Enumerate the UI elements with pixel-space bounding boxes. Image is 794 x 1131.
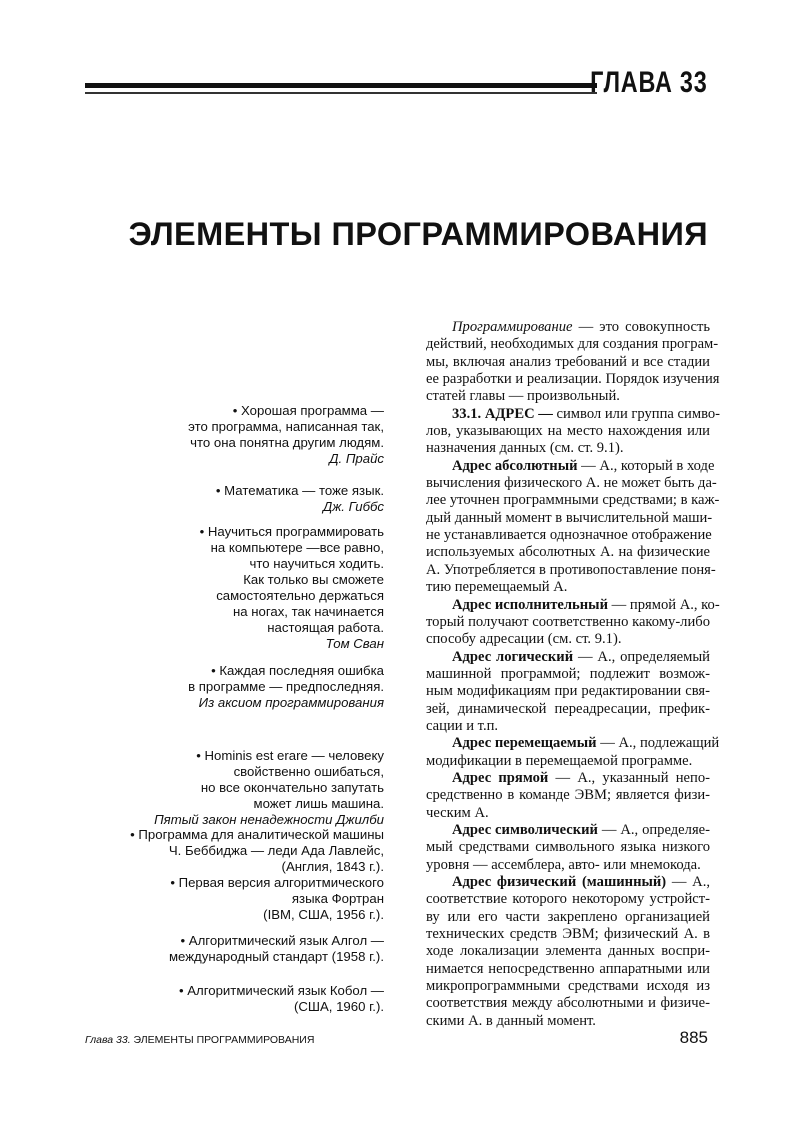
paragraph [426, 770, 710, 822]
paragraph-line: уровня — ассемблера, авто- или мнемокода. [426, 856, 701, 873]
paragraph [426, 874, 710, 1030]
footer-chapter-title: ЭЛЕМЕНТЫ ПРОГРАММИРОВАНИЯ [130, 1034, 315, 1046]
paragraph-line: средственно в команде ЭВМ; является физи- [426, 787, 710, 804]
paragraph-line: машинной программой; подлежит возмож- [426, 665, 710, 682]
term-definition-start: символ или группа симво- [552, 405, 721, 422]
term-definition-start: — А., подлежащий [596, 735, 720, 752]
quote-line: международный стандарт (1958 г.). [168, 949, 384, 964]
paragraph-first-line [426, 596, 720, 614]
paragraph-line: зей, динамической переадресации, префик- [426, 700, 710, 717]
term-lead: Адрес исполнительный [452, 596, 608, 613]
paragraph-line: микропрограммными средствами исходя из [426, 978, 710, 995]
quote-author: Д. Прайс [329, 451, 384, 466]
quote-line: (Англия, 1843 г.). [281, 859, 384, 874]
quote-line: это программа, написанная так, [188, 419, 384, 434]
quote-line: на ногах, так начинается [232, 604, 384, 619]
paragraph [426, 457, 720, 597]
paragraph-line: скими А. в данный момент. [426, 1012, 596, 1029]
paragraph [426, 649, 710, 736]
quote-line: • Каждая последняя ошибка [211, 663, 384, 678]
paragraph [426, 822, 710, 874]
term-definition-start: — А., [666, 874, 710, 890]
chapter-label: ГЛАВА 33 [590, 66, 708, 99]
paragraph-line: статей главы — произвольный. [426, 388, 620, 405]
paragraph [426, 596, 720, 649]
paragraph-first-line [426, 405, 721, 423]
epigraph-quote [90, 403, 384, 467]
quote-line: на компьютере —все равно, [210, 540, 384, 555]
paragraph-line: не устанавливается однозначное отображение [426, 527, 712, 544]
epigraph-quote [90, 933, 384, 965]
paragraph-line: вычисления физического А. не может быть да- [426, 475, 717, 492]
epigraph-quote [90, 524, 384, 652]
paragraph-line: действий, необходимых для создания програм- [426, 336, 719, 353]
quote-line: языка Фортран [291, 891, 384, 906]
paragraph-line: мый средствами символьного языка низкого [426, 839, 710, 856]
paragraph [426, 405, 721, 458]
paragraph-line: ходе локализации элемента данных воспри- [426, 943, 710, 960]
paragraph [426, 319, 720, 406]
quote-line: может лишь машина. [253, 796, 384, 811]
term-lead: Адрес физический (машинный) [452, 874, 667, 890]
quote-line: • Алгоритмический язык Кобол — [178, 983, 384, 998]
paragraph-line: назначения данных (см. ст. 9.1). [426, 440, 624, 457]
paragraph-line: ву или его части закреплено организацией [426, 908, 710, 925]
quote-line: настоящая работа. [267, 620, 384, 635]
paragraph-line: лее уточнен программными средствами; в каж- [426, 492, 720, 509]
quote-line: в программе — предпоследняя. [188, 679, 384, 694]
paragraph-first-line [426, 649, 710, 666]
term-definition-start: — А., указанный непо- [548, 769, 710, 786]
paragraph-line: ее разработки и реализации. Порядок изучения [426, 371, 720, 388]
running-footer [85, 1034, 314, 1046]
epigraph-quote [90, 748, 384, 828]
quote-author: Том Сван [325, 636, 384, 651]
quote-line: но все окончательно запутать [200, 780, 384, 795]
quote-line: свойственно ошибаться, [233, 764, 384, 779]
epigraph-quote [90, 663, 384, 711]
paragraph-line: мы, включая анализ требований и все стадии [426, 353, 710, 370]
quote-line: что научиться ходить. [249, 556, 384, 571]
quote-author: Из аксиом программирования [198, 695, 384, 710]
quote-line: (IBM, США, 1956 г.). [263, 907, 384, 922]
paragraph-first-line [426, 735, 720, 752]
paragraph-line: лов, указывающих на место нахождения или [426, 423, 710, 440]
quote-line: • Hominis est erare — человеку [196, 748, 384, 763]
paragraph-line: способу адресации (см. ст. 9.1). [426, 631, 622, 648]
paragraph-line: ным модификациям при редактировании свя- [426, 683, 710, 700]
paragraph-line: соответствия между абсолютными и физиче- [426, 995, 710, 1012]
term-lead: Адрес логический [452, 648, 574, 665]
quote-line: • Алгоритмический язык Алгол — [180, 933, 384, 948]
quote-line: что она понятна другим людям. [190, 435, 384, 450]
term-lead: Адрес абсолютный [452, 457, 578, 474]
epigraph-quote [90, 827, 384, 875]
paragraph-first-line [426, 874, 710, 891]
paragraph-first-line [426, 770, 710, 787]
paragraph-line: торый получают соответственно какому-либо [426, 613, 710, 630]
paragraph-line: соответствие которого некоторому устройст- [426, 891, 710, 908]
paragraph-first-line [426, 457, 715, 475]
term-definition-start: — А., определяемый [573, 648, 710, 665]
quote-line: • Программа для аналитической машины [130, 827, 384, 842]
term-lead: Программирование [452, 319, 573, 335]
paragraph-line: дый данный момент в вычислительной маши- [426, 509, 713, 526]
paragraph [426, 735, 720, 770]
quote-author: Пятый закон ненадежности Джилби [154, 812, 384, 827]
quote-line: • Первая версия алгоритмического [170, 875, 384, 890]
quote-line: (США, 1960 г.). [293, 999, 384, 1014]
epigraph-quote [90, 483, 384, 515]
epigraph-quote [90, 875, 384, 923]
term-definition-start: — это совокупность [572, 319, 710, 335]
paragraph-line: модификации в перемещаемой программе. [426, 752, 693, 769]
page-number: 885 [679, 1028, 708, 1047]
paragraph-line: тию перемещаемый А. [426, 579, 568, 596]
term-lead: Адрес прямой [452, 769, 549, 786]
paragraph-line: используемых абсолютных А. на физические [426, 544, 710, 561]
paragraph-line: ческим А. [426, 804, 489, 821]
quote-line: Как только вы сможете [243, 572, 384, 587]
term-lead: Адрес символический [452, 821, 598, 838]
epigraph-quote [90, 983, 384, 1015]
page-title: ЭЛЕМЕНТЫ ПРОГРАММИРОВАНИЯ [128, 216, 708, 252]
term-definition-start: — А., определяе- [597, 821, 710, 838]
term-lead: 33.1. АДРЕС — [452, 405, 553, 422]
header-rule-thin [85, 92, 597, 94]
header-rule-thick [85, 83, 597, 88]
term-lead: Адрес перемещаемый [452, 735, 597, 752]
paragraph-first-line [426, 822, 710, 839]
paragraph-line: сации и т.п. [426, 717, 499, 734]
quote-line: • Хорошая программа — [232, 403, 384, 418]
paragraph-line: технических средств ЭВМ; физический А. в [426, 926, 710, 943]
main-text [426, 319, 721, 1030]
paragraph-line: А. Употребляется в противопоставление поня- [426, 561, 716, 578]
paragraph-first-line [426, 319, 710, 336]
quote-line: • Научиться программировать [199, 524, 384, 539]
quote-line: • Математика — тоже язык. [215, 483, 384, 498]
quote-author: Дж. Гиббс [322, 499, 384, 514]
footer-chapter-prefix: Глава 33. [85, 1034, 131, 1046]
quote-line: самостоятельно держаться [216, 588, 384, 603]
quote-line: Ч. Беббиджа — леди Ада Лавлейс, [168, 843, 384, 858]
term-definition-start: — прямой А., ко- [608, 596, 720, 613]
paragraph-line: нимается непосредственно аппаратными или [426, 960, 710, 977]
term-definition-start: — А., который в ходе [577, 457, 715, 474]
